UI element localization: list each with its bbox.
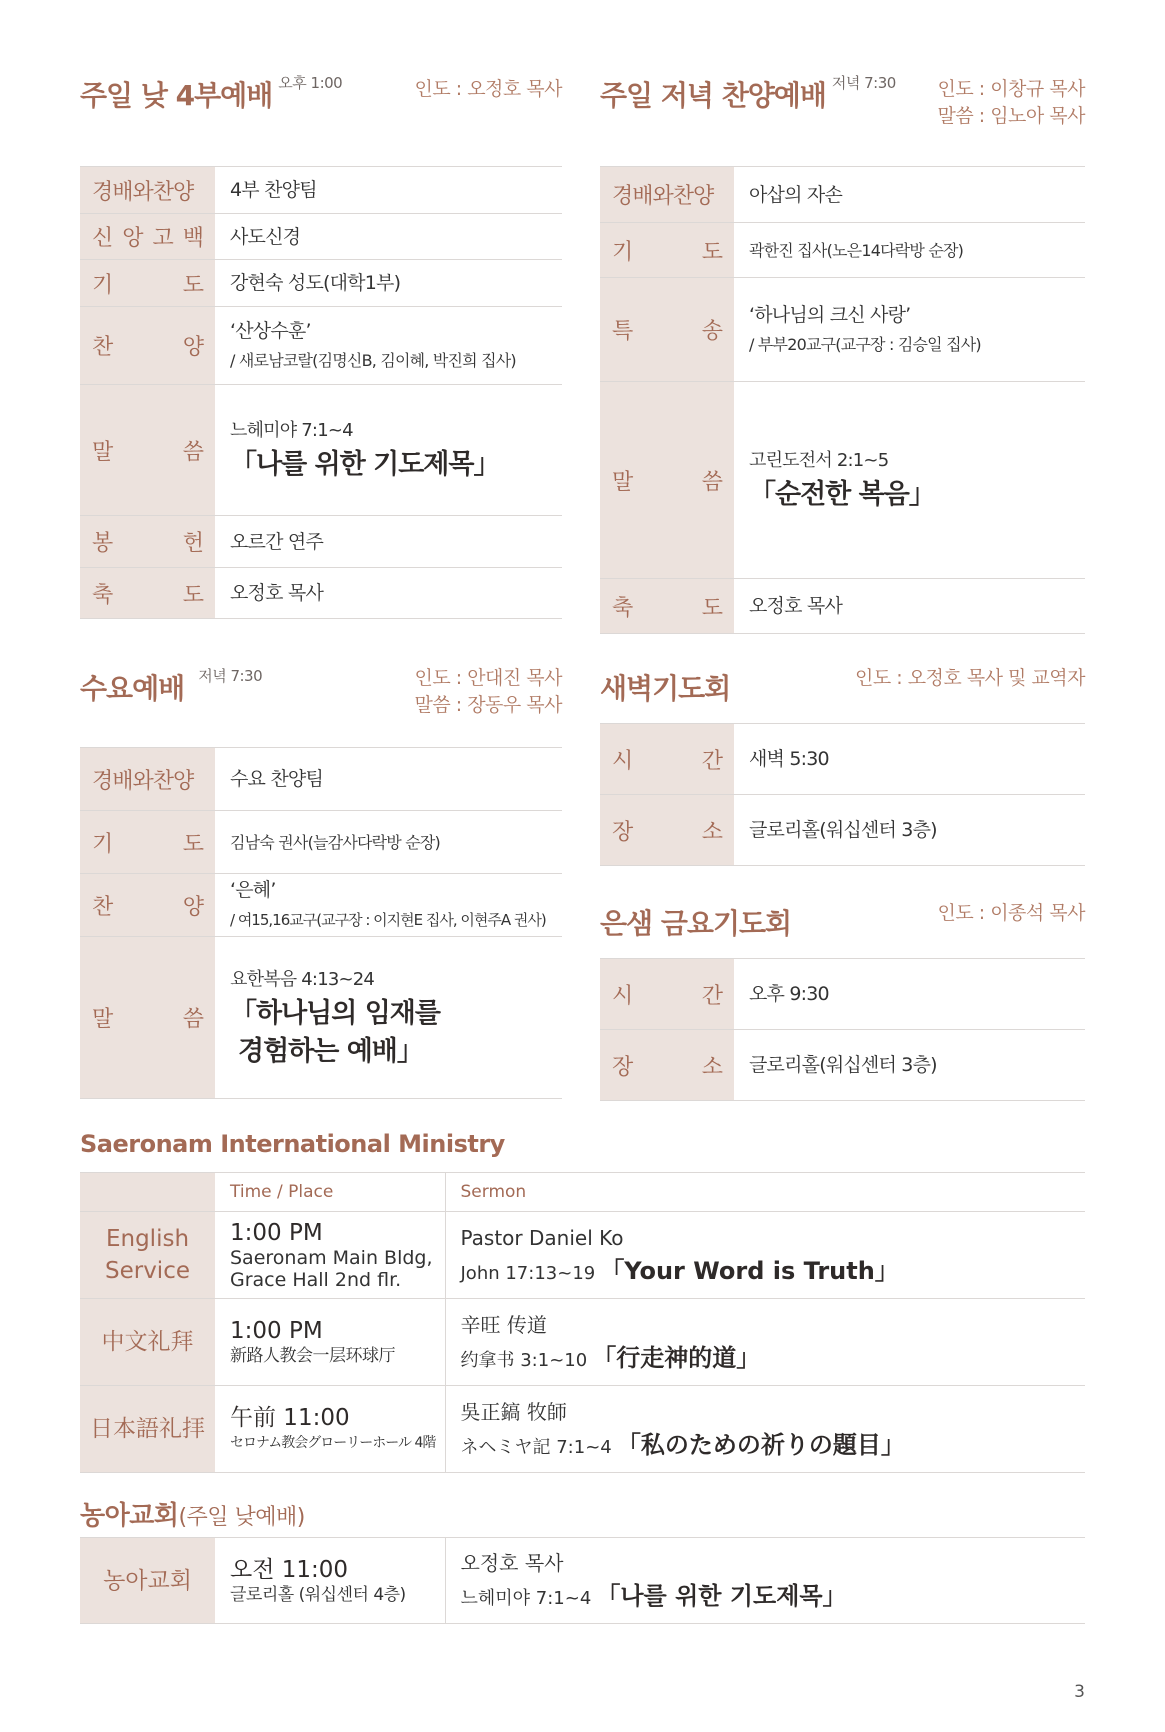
wednesday-title-text: 수요예배 — [80, 672, 185, 705]
header-time-place — [215, 1173, 445, 1212]
row-label — [600, 724, 734, 795]
sermon-title: 「나를 위한 기도제목」 — [596, 1582, 847, 1610]
row-label-text: 경배와찬양 — [612, 184, 714, 209]
dawn-program-table — [600, 723, 1085, 866]
preacher-name: 辛旺 传道 — [460, 1312, 547, 1337]
sermon-reference: 요한복음 4:13~24 — [230, 968, 375, 990]
time-place — [215, 1386, 445, 1473]
preacher-name: Pastor Daniel Ko — [460, 1225, 624, 1250]
praise-performers: / 여15,16교구(교구장 : 이지현E 집사, 이현주A 권사) — [230, 911, 546, 929]
row-label — [80, 568, 215, 619]
sermon-title-line2: 경험하는 예배」 — [238, 1035, 423, 1067]
sunday-evening-leader: 인도 : 이창규 목사 — [937, 78, 1085, 100]
service-place-line1: セロナム教会グローリーホール 4階 — [230, 1435, 436, 1451]
header-time-place-text: Time / Place — [230, 1182, 334, 1202]
table-row — [80, 1386, 1085, 1473]
sermon-title: 「私のための祈りの題目」 — [616, 1430, 905, 1459]
friday-title — [600, 902, 791, 942]
table-row — [80, 568, 562, 619]
row-label — [600, 278, 734, 382]
table-row — [600, 795, 1085, 866]
row-value — [734, 223, 1085, 278]
row-label — [80, 214, 215, 260]
row-label-text: 경배와찬양 — [92, 768, 194, 794]
row-label-text: 장 소 — [612, 1054, 722, 1080]
table-row — [80, 385, 562, 516]
row-value: 오정호 목사 — [215, 568, 562, 619]
table-row — [600, 167, 1085, 223]
wednesday-service-section — [80, 655, 562, 1105]
row-label — [600, 959, 734, 1030]
row-label — [80, 385, 215, 516]
row-label — [600, 1030, 734, 1101]
friday-program-table — [600, 958, 1085, 1101]
sermon-reference: 고린도전서 2:1~5 — [749, 450, 889, 471]
row-value: 사도신경 — [215, 214, 562, 260]
table-row — [80, 214, 562, 260]
sunday-4th-leader-text: 인도 : 오정호 목사 — [414, 78, 562, 100]
table-row — [80, 1538, 1085, 1624]
sermon-reference: 约拿书 3:1~10 — [460, 1349, 588, 1371]
friday-title-text: 은샘 금요기도회 — [600, 907, 792, 940]
row-label-text: 말 씀 — [92, 439, 203, 465]
prayer-leader: 김남숙 권사(늘감사다락방 순장) — [230, 832, 440, 852]
service-place: 글로리홀 (워십센터 4층) — [230, 1584, 406, 1605]
time-place — [215, 1299, 445, 1386]
row-value — [215, 307, 562, 385]
row-label-text: 축 도 — [612, 595, 722, 621]
table-row — [600, 724, 1085, 795]
sunday-4th-title-text: 주일 낮 4부예배 — [80, 79, 273, 112]
sunday-evening-service-section — [600, 62, 1085, 632]
row-label-text: 말 씀 — [612, 469, 722, 495]
sunday-evening-title-text: 주일 저녁 찬양예배 — [600, 79, 826, 112]
location-text: 글로리홀(워십센터 3층) — [749, 819, 937, 841]
row-label-text: 축 도 — [92, 582, 203, 608]
wednesday-time: 저녁 7:30 — [198, 667, 263, 685]
row-value — [734, 382, 1085, 579]
sunday-4th-time: 오후 1:00 — [278, 74, 343, 92]
sunday-evening-title — [600, 74, 896, 114]
service-time: 1:00 PM — [230, 1318, 323, 1344]
sermon-title: 「나를 위한 기도제목」 — [230, 449, 500, 480]
service-name — [80, 1386, 215, 1473]
row-label-text: 시 간 — [612, 748, 722, 774]
service-name-line2: Service — [104, 1258, 190, 1284]
table-row — [80, 1299, 1085, 1386]
deaf-church-title — [80, 1495, 305, 1532]
row-label — [600, 579, 734, 634]
dawn-leader-text: 인도 : 오정호 목사 및 교역자 — [855, 667, 1085, 689]
page-number: 3 — [1074, 1682, 1085, 1702]
praise-song-title: ‘은혜’ — [230, 879, 276, 901]
service-place-line1: 新路人教会一层环球厅 — [230, 1346, 395, 1366]
wednesday-preacher: 말씀 : 장동우 목사 — [414, 694, 562, 716]
dawn-title-text: 새벽기도회 — [600, 672, 731, 705]
service-name — [80, 1538, 215, 1624]
sermon-reference: ネヘミヤ記 7:1~4 — [460, 1436, 612, 1458]
friday-prayer-section — [600, 890, 1085, 1105]
wednesday-leader: 인도 : 안대진 목사 — [414, 667, 562, 689]
table-row — [80, 748, 562, 811]
special-song-title: ‘하나님의 크신 사랑’ — [749, 303, 911, 326]
dawn-title — [600, 667, 730, 707]
row-label — [80, 748, 215, 811]
service-place-line1: Saeronam Main Bldg, — [230, 1247, 433, 1269]
row-label-text: 장 소 — [612, 819, 722, 845]
row-value — [215, 811, 562, 874]
row-label — [600, 382, 734, 579]
row-label — [80, 260, 215, 307]
table-row — [600, 223, 1085, 278]
table-row — [80, 937, 562, 1099]
table-row — [80, 811, 562, 874]
praise-song-title: ‘산상수훈’ — [230, 319, 311, 342]
row-label-text: 시 간 — [612, 983, 722, 1009]
table-row — [80, 307, 562, 385]
row-label — [600, 167, 734, 223]
international-ministry-table — [80, 1172, 1085, 1473]
row-value: 강현숙 성도(대학1부) — [215, 260, 562, 307]
sunday-4th-title — [80, 74, 342, 114]
row-value — [734, 278, 1085, 382]
time-place — [215, 1538, 445, 1624]
row-label — [80, 937, 215, 1099]
service-place-line2: Grace Hall 2nd flr. — [230, 1269, 402, 1291]
sermon-info — [445, 1538, 1085, 1624]
preacher-name: 吳正鎬 牧師 — [460, 1399, 567, 1424]
sunday-4th-leader — [415, 76, 563, 103]
row-value — [215, 385, 562, 516]
row-label-text: 경배와찬양 — [92, 179, 194, 205]
row-value: 아삽의 자손 — [734, 167, 1085, 223]
row-value: 오후 9:30 — [734, 959, 1085, 1030]
friday-leader — [938, 900, 1086, 927]
dawn-prayer-section — [600, 655, 1085, 870]
table-row — [80, 260, 562, 307]
header-sermon — [445, 1173, 1085, 1212]
row-value — [734, 1030, 1085, 1101]
table-row — [600, 278, 1085, 382]
wednesday-program-table — [80, 747, 562, 1099]
sermon-info — [445, 1386, 1085, 1473]
row-value: 새벽 5:30 — [734, 724, 1085, 795]
sermon-title-line1: 「하나님의 임재를 — [230, 997, 440, 1029]
deaf-church-title-main: 농아교회 — [80, 1501, 179, 1531]
row-value — [734, 795, 1085, 866]
table-row — [600, 579, 1085, 634]
table-header-row — [80, 1173, 1085, 1212]
service-name-line1: English — [105, 1226, 190, 1252]
table-row — [600, 959, 1085, 1030]
row-label — [80, 516, 215, 568]
sunday-evening-program-table — [600, 166, 1085, 634]
wednesday-leaders — [415, 665, 563, 719]
row-value — [215, 937, 562, 1099]
dawn-leader — [855, 665, 1085, 692]
preacher-name: 오정호 목사 — [460, 1551, 564, 1575]
row-label — [600, 223, 734, 278]
service-time: 오전 11:00 — [230, 1556, 349, 1583]
sunday-evening-time: 저녁 7:30 — [831, 74, 896, 92]
row-label — [600, 795, 734, 866]
row-label — [80, 811, 215, 874]
service-time: 1:00 PM — [230, 1220, 323, 1246]
row-value: 오르간 연주 — [215, 516, 562, 568]
praise-performers: / 새로남코랄(김명신B, 김이혜, 박진희 집사) — [230, 350, 516, 370]
row-label-text: 기 도 — [92, 272, 203, 298]
service-name-text: 농아교회 — [103, 1567, 192, 1594]
row-label-text: 말 씀 — [92, 1007, 203, 1032]
sunday-evening-leaders — [938, 76, 1086, 130]
friday-leader-text: 인도 : 이종석 목사 — [937, 902, 1085, 924]
row-label — [80, 874, 215, 937]
deaf-church-title-sub: (주일 낮예배) — [178, 1505, 305, 1530]
row-label-text: 신 앙 고 백 — [92, 226, 203, 251]
service-name — [80, 1299, 215, 1386]
sermon-reference: 느헤미야 7:1~4 — [230, 420, 353, 441]
sermon-title: 「行走神的道」 — [592, 1343, 761, 1372]
service-name-line1: 中文礼拜 — [101, 1329, 194, 1355]
row-value: 오정호 목사 — [734, 579, 1085, 634]
table-row — [600, 382, 1085, 579]
row-label-text: 찬 양 — [92, 335, 203, 360]
sermon-title: 「Your Word is Truth」 — [600, 1256, 899, 1285]
header-sermon-text: Sermon — [460, 1182, 527, 1202]
sunday-evening-preacher: 말씀 : 임노아 목사 — [937, 105, 1085, 127]
row-value: 4부 찬양팀 — [215, 167, 562, 214]
table-row — [600, 1030, 1085, 1101]
table-row — [80, 516, 562, 568]
row-value — [215, 874, 562, 937]
table-row — [80, 874, 562, 937]
table-row — [80, 167, 562, 214]
international-ministry-title: Saeronam International Ministry — [80, 1130, 505, 1158]
sermon-title: 「순전한 복음」 — [749, 479, 935, 510]
prayer-leader: 곽한진 집사(노은14다락방 순장) — [749, 240, 964, 260]
row-label-text: 기 도 — [612, 239, 722, 265]
row-label-text: 기 도 — [92, 831, 203, 857]
sermon-reference: John 17:13~19 — [460, 1262, 596, 1284]
sunday-4th-program-table — [80, 166, 562, 619]
wednesday-title — [80, 667, 262, 707]
table-row — [80, 1212, 1085, 1299]
service-name — [80, 1212, 215, 1299]
service-name-line1: 日本語礼拝 — [90, 1416, 205, 1442]
service-time: 午前 11:00 — [230, 1405, 350, 1431]
row-label-text: 찬 양 — [92, 894, 203, 920]
row-label-text: 특 송 — [612, 319, 722, 344]
row-value: 수요 찬양팀 — [215, 748, 562, 811]
row-label-text: 봉 헌 — [92, 531, 203, 556]
location-text: 글로리홀(워십센터 3층) — [749, 1054, 937, 1076]
time-place — [215, 1212, 445, 1299]
header-blank — [80, 1173, 215, 1212]
row-label — [80, 307, 215, 385]
sermon-info — [445, 1212, 1085, 1299]
row-label — [80, 167, 215, 214]
deaf-church-table — [80, 1537, 1085, 1624]
sunday-4th-service-section — [80, 62, 562, 632]
special-song-performers: / 부부20교구(교구장 : 김승일 집사) — [749, 334, 981, 354]
sermon-reference: 느헤미야 7:1~4 — [460, 1588, 592, 1609]
sermon-info — [445, 1299, 1085, 1386]
